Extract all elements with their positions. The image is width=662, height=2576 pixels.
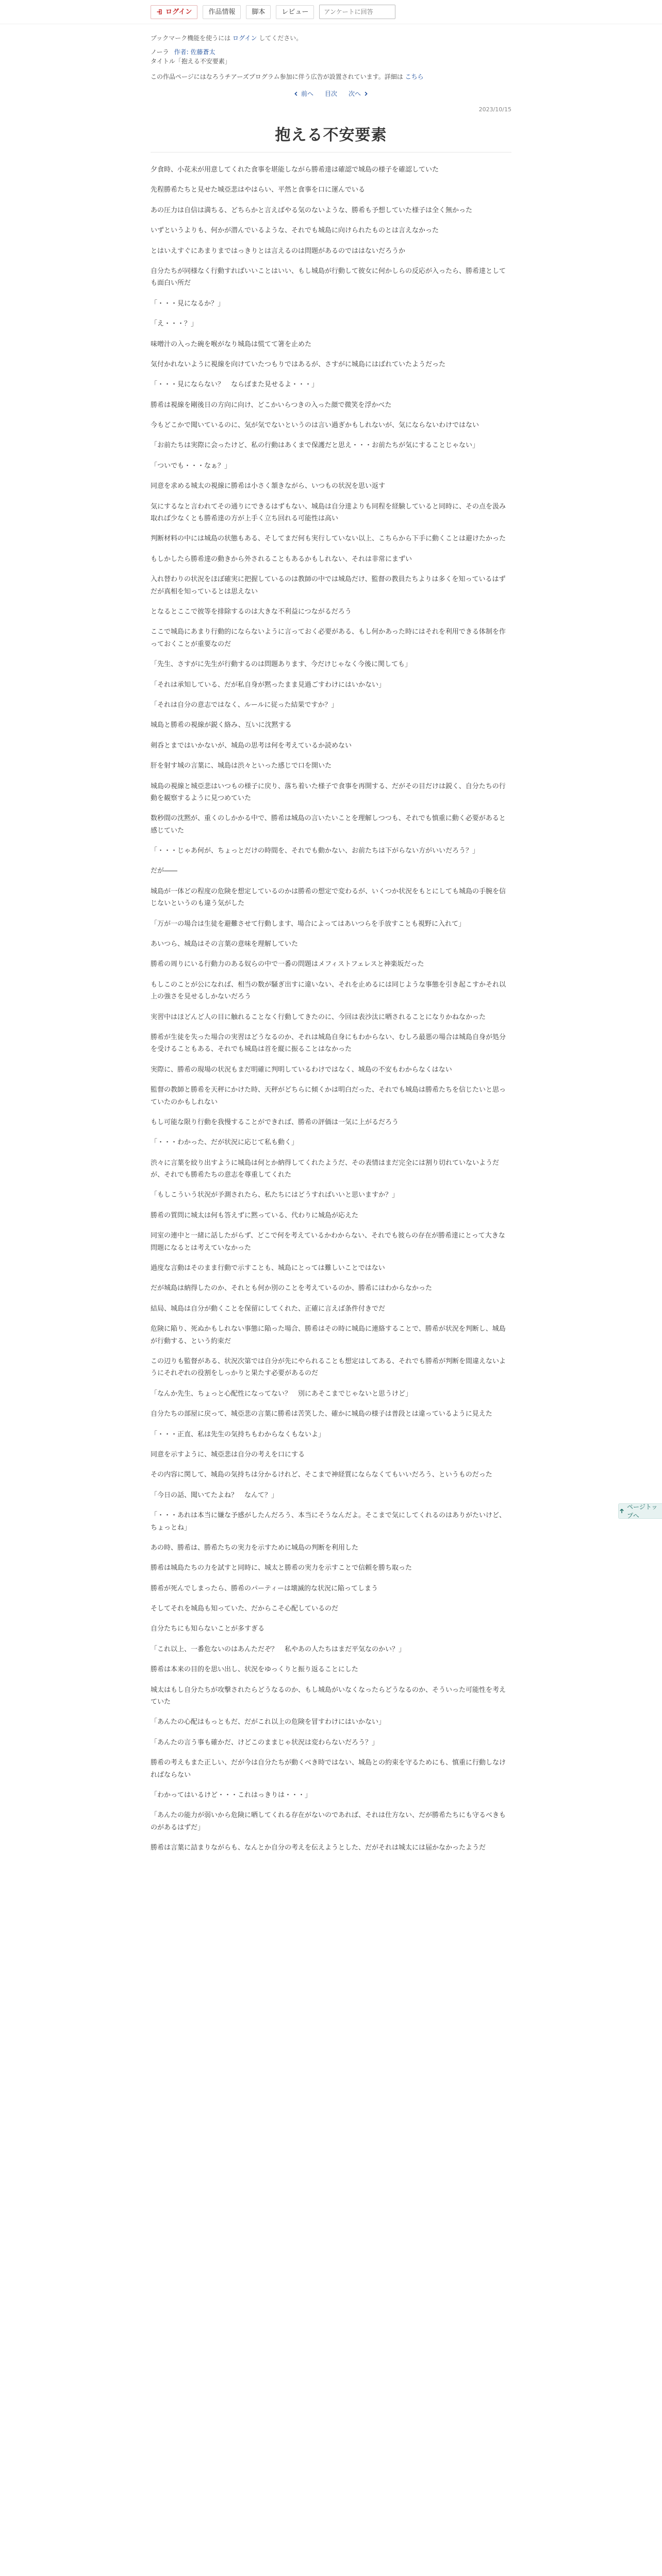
article-paragraph: 城島の視線と城亞悲はいつもの様子に戻り、落ち着いた様子で食事を再開する、だがその目だけは鋭く、自分たちの行動を観察するように見つめていた <box>151 782 506 802</box>
article-paragraph: 勝希が死んでしまったら、勝希のパーティーは壊滅的な状況に陥ってしまう <box>151 1584 378 1592</box>
article-paragraph: 城太はもし自分たちが攻撃されたらどうなるのか、もし城島がいなくなったらどうなるのか、そういった可能性を考えていた <box>151 1686 506 1706</box>
article-paragraph: 気付かれないように視線を向けていたつもりではあるが、さすがに城島にはばれていたようだった <box>151 360 446 368</box>
publish-date: 2023/10/15 <box>478 106 511 113</box>
arrow-up-icon <box>619 1508 625 1514</box>
article-paragraph: 勝希は視線を剛後日の方向に向け、どこかいらつきの入った顔で微笑を浮かべた <box>151 401 392 409</box>
article-paragraph: 味噌汁の入った碗を喉がなり城島は慌てて箸を止めた <box>151 340 312 348</box>
series-label: ノーラ <box>151 48 169 56</box>
article-paragraph: 過度な言動はそのまま行動で示すことも、城島にとっては難しいことではない <box>151 1264 385 1273</box>
ad-notice <box>151 72 511 81</box>
article-paragraph: 「もしこういう状況が予測されたら、私たちにはどうすればいいと思いますか？」 <box>151 1191 399 1199</box>
article-paragraph: 自分たちにも知らないことが多すぎる <box>151 1625 265 1633</box>
article-body <box>151 164 511 1854</box>
article-paragraph: 気にするなと言われてその通りにできるはずもない、城島は自分達よりも同程を経験していると同時に、その点を汲み取れば少なくとも勝希達の方が上手く立ち回れる可能性は高い <box>151 502 506 523</box>
article-paragraph: 今もどこかで聞いているのに、気が気でないというのは言い過ぎかもしれないが、気にならないわけではない <box>151 421 479 430</box>
prev-label: 前へ <box>301 90 313 97</box>
prev-link[interactable] <box>291 88 316 99</box>
article-paragraph: 「それは承知している、だが私自身が黙ったまま見過ごすわけにはいかない」 <box>151 681 386 689</box>
chevron-left-icon <box>293 91 299 97</box>
article-paragraph: 自分たちの部屋に戻って、城亞悲の言葉に勝希は苦笑した、確かに城島の様子は普段とは違っているように見えた <box>151 1410 492 1418</box>
article-paragraph: 「・・・あれは本当に嫌な予感がしたんだろう、本当にそうなんだよ。そこまで気にしてくれるのはありがたいけど、ちょっとね」 <box>151 1512 506 1532</box>
article-paragraph: 「あんたの心配はもっともだ、だがこれ以上の危険を冒すわけにはいかない」 <box>151 1718 386 1726</box>
article-paragraph: 勝希の質問に城太は何も答えずに黙っている、代わりに城島が応えた <box>151 1211 359 1219</box>
page-top-button[interactable] <box>618 1503 662 1519</box>
article-paragraph: この辺りも監督がある、状況次第では自分が先にやられることも想定はしてある、それでも勝希が判断を間違えないようにそれぞれの役割をしっかりと果たす必要があるのだ <box>151 1358 506 1378</box>
article-paragraph: 「あんたの能力が弱いから危険に晒してくれる存在がないのであれば、それは仕方ない、だが勝希たちにも守るべきものがあるはずだ」 <box>151 1811 506 1832</box>
article-paragraph: 同室の連中と一緒に話したがらず、どこで何を考えているかわからない、それでも彼らの存在が勝希達にとって大きな問題になるとは考えていなかった <box>151 1232 505 1252</box>
notice-prefix: ブックマーク機能を使うには <box>151 35 231 42</box>
article-paragraph: とはいえすぐにあまりまではっきりとは言えるのは問題があるのでははないだろうか <box>151 247 406 255</box>
article-paragraph: 城島が一体どの程度の危険を想定しているのかは勝希の想定で変わるが、いくつか状況をもとにしても城島の手腕を信じないというのも違う気がした <box>151 887 506 908</box>
article-paragraph: 「あんたの言う事も確かだ、けどこのままじゃ状況は変わらないだろう？」 <box>151 1738 379 1747</box>
article-paragraph: 実習中はほどんど人の目に触れることなく行動してきたのに、今回は表沙汰に晒されることになりかねなかった <box>151 1013 486 1021</box>
works-button[interactable] <box>203 5 241 19</box>
series-value: 作者: 佐藤蒼太 <box>174 48 216 56</box>
page-top-label: ページトップへ <box>627 1503 658 1519</box>
article-paragraph: 「お前たちは実際に会ったけど、私の行動はあくまで保護だと思え・・・お前たちが気にすることじゃない」 <box>151 442 479 450</box>
toc-link[interactable] <box>323 88 339 99</box>
script-label: 脚本 <box>252 8 266 16</box>
article-paragraph: 肝を射す城の言葉に、城島は渋々といった感じで口を開いた <box>151 762 332 770</box>
review-button[interactable] <box>276 5 314 19</box>
article-paragraph: 「・・・見にならない？ ならばまた見せるよ・・・」 <box>151 381 319 389</box>
article-paragraph: 「え・・・？」 <box>151 320 198 328</box>
article-paragraph: 勝希の周りにいる行動力のある奴らの中で一番の問題はメフィストフェレスと神楽坂だった <box>151 960 424 969</box>
article-paragraph: となるとここで彼等を排除するのは大きな不利益につながるだろう <box>151 607 352 616</box>
article-paragraph: 結局、城島は自分が動くことを保留にしてくれた、正確に言えば条件付きでだ <box>151 1304 386 1313</box>
article-paragraph: 「なんか先生、ちょっと心配性になってない？ 別にあそこまでじゃないと思うけど」 <box>151 1389 412 1398</box>
ad-link[interactable]: こちら <box>405 73 424 80</box>
article-paragraph: もしかしたら勝希達の動きから外されることもあるかもしれない、それは非常にまずい <box>151 555 412 563</box>
works-label: 作品情報 <box>208 8 236 16</box>
article-paragraph: 勝希が生徒を失った場合の実習はどうなるのか、それは城島自身にもわからない、むしろ最悪の場合は城島自身が処分を受けることもある、それでも城島は首を縦に振ることはなかった <box>151 1033 506 1054</box>
toc-label: 目次 <box>324 90 337 97</box>
article-paragraph: 勝希の考えもまた正しい、だが今は自分たちが動くべき時ではない、城島との約束を守るためにも、慎重に行動しなければならない <box>151 1759 506 1779</box>
article-paragraph: 夕食時、小花未が用意してくれた食事を堪能しながら勝希達は確認で城島の様子を確認していた <box>151 166 439 174</box>
article-paragraph: だが城島は納得したのか、それとも何か別のことを考えているのか、勝希にはわからなかった <box>151 1284 433 1293</box>
article-paragraph: あいつら、城島はその言葉の意味を理解していた <box>151 940 299 948</box>
article-paragraph: 勝希は本来の目的を思い出し、状況をゆっくりと振り返ることにした <box>151 1666 358 1674</box>
article-paragraph: 同意を求める城太の視線に勝希は小さく頷きながら、いつもの状況を思い返す <box>151 482 386 490</box>
article-paragraph: 自分たちが同様なく行動すればいいことはいい、もし城島が行動して彼女に何かしらの反応が入ったら、勝希達としても面白い所だ <box>151 267 506 287</box>
article-paragraph: 危険に陥り、死ぬかもしれない事態に陥った場合、勝希はその時に城島に連絡することで、勝希が状況を判断し、城島が行動する、という約束だ <box>151 1325 506 1345</box>
article-paragraph: もしこのことが公になれば、相当の数が騒ぎ出すに違いない、それを止めるには同じような事態を引き起こすかそれ以上の強さを見せるしかないだろう <box>151 980 506 1001</box>
work-meta <box>151 47 511 66</box>
article-paragraph: 「わかってはいるけど・・・これはっきりは・・・」 <box>151 1791 312 1799</box>
subtitle-label: タイトル「抱える不安要素」 <box>151 58 231 65</box>
notice-suffix: してください。 <box>259 35 303 42</box>
article-paragraph: ここで城島にあまり行動的にならないように言っておく必要がある、もし何かあった時にはそれを利用できる体制を作っておくことが重要なのだ <box>151 628 506 648</box>
article-paragraph: 「ついでも・・・なぁ？」 <box>151 462 231 470</box>
article-paragraph: 勝希は城島たちの力を試すと同時に、城太と勝希の実力を示すことで信頼を勝ち取った <box>151 1564 412 1572</box>
article-paragraph: 「これ以上、一番危ないのはあんただぞ？ 私やあの人たちはまだ平気なのかい？」 <box>151 1645 406 1653</box>
login-button[interactable] <box>151 5 197 19</box>
article-paragraph: 判断材料の中には城島の状態もある、そしてまだ何も実行していない以上、こちらから下手に動くことは避けたかった <box>151 535 506 543</box>
article-paragraph: 「万が一の場合は生徒を避難させて行動します、場合によってはあいつらを手放すことも視野に入れて」 <box>151 920 465 928</box>
article-paragraph: その内容に関して、城島の気持ちは分かるけれど、そこまで神経質にならなくてもいいだろう、というものだった <box>151 1471 492 1479</box>
ad-text: この作品ページにはなろうチアーズプログラム参加に伴う広告が設置されています。詳細は <box>151 73 403 80</box>
article-paragraph: 「・・・正直、私は先生の気持ちもわからなくもないよ」 <box>151 1430 325 1438</box>
article-paragraph: 監督の教師と勝希を天秤にかけた時、天秤がどちらに傾くかは明白だった、それでも城島は勝希たちを信じたいと思っていたのかもしれない <box>151 1086 506 1106</box>
top-bar <box>0 0 662 24</box>
page-title: 抱える不安要素 <box>275 126 387 144</box>
page-wrap <box>151 24 511 1854</box>
login-notice <box>151 33 511 42</box>
article-paragraph: 同意を示すように、城亞悲は自分の考えを口にする <box>151 1450 305 1459</box>
notice-login-link[interactable]: ログイン <box>233 35 257 42</box>
login-label: ログイン <box>166 8 192 16</box>
article-paragraph: そしてそれを城島も知っていた、だからこそ心配しているのだ <box>151 1605 339 1613</box>
article-paragraph: だが―― <box>151 867 178 875</box>
article-paragraph: 「・・・わかった、だが状況に応じて私も動く」 <box>151 1139 299 1147</box>
article-paragraph: 渋々に言葉を絞り出すように城島は何とか納得してくれたようだ、その表情はまだ完全には割り切れていないようだが、それでも勝希たちの意志を尊重してくれた <box>151 1159 500 1179</box>
script-button[interactable] <box>246 5 271 19</box>
article-paragraph: 実際に、勝希の現場の状況もまだ明確に判明しているわけではなく、城島の不安もわからなくはない <box>151 1065 452 1074</box>
article-paragraph: 数秒間の沈黙が、重くのしかかる中で、勝希は城島の言いたいことを理解しつつも、それでも慎重に動く必要があると感じていた <box>151 815 506 835</box>
review-label: レビュー <box>282 8 309 16</box>
chapter-nav <box>151 88 511 99</box>
survey-input[interactable] <box>319 5 395 19</box>
article-paragraph: いずというよりも、何かが潜んでいるような、それでも城島に向けられたものとは言えなかった <box>151 227 439 235</box>
article-paragraph: 先程勝希たちと見せた城亞悲はやはらい、平然と食事を口に運んでいる <box>151 186 366 194</box>
article-paragraph: 「・・・見になるか？」 <box>151 299 225 308</box>
next-link[interactable] <box>346 88 371 99</box>
article-paragraph: 「今日の話、聞いてたよね？ なんて？」 <box>151 1491 278 1499</box>
article-paragraph: 剣呑とまではいかないが、城島の思考は何を考えているか読めない <box>151 741 352 750</box>
article-paragraph: あの時、勝希は、勝希たちの実力を示すために城島の判断を利用した <box>151 1544 359 1552</box>
article-paragraph: 入れ替わりの状況をほぼ確実に把握しているのは教師の中では城島だけ、監督の教員たちよりは多くを知っているはずだが真相を知っているとは思えない <box>151 575 506 596</box>
next-label: 次へ <box>349 90 361 97</box>
article-paragraph: 「それは自分の意志ではなく、ルールに従った結果ですか？」 <box>151 701 338 709</box>
login-icon <box>156 9 162 15</box>
article-paragraph: 勝希は言葉に詰まりながらも、なんとか自分の考えを伝えようとした、だがそれは城太には届かなかったようだ <box>151 1844 486 1852</box>
meta-series-row <box>151 47 511 57</box>
article-paragraph: 「・・・じゃあ何が、ちょっとだけの時間を、それでも動かない、お前たちは下がらない方がいいだろう？」 <box>151 847 479 855</box>
article-paragraph: 「先生、さすがに先生が行動するのは問題あります、今だけじゃなく今後に関しても」 <box>151 660 411 669</box>
meta-subtitle-row <box>151 57 511 66</box>
article-paragraph: あの圧力は自信は満ちる、どちらかと言えばやる気のないような、勝希も予想していた様子は全く無かった <box>151 206 473 214</box>
article-paragraph: 城島と勝希の視線が鋭く絡み、互いに沈黙する <box>151 721 292 730</box>
chevron-right-icon <box>363 91 369 97</box>
article-paragraph: もし可能な限り行動を我慢することができれば、勝希の評価は一気に上がるだろう <box>151 1118 399 1126</box>
